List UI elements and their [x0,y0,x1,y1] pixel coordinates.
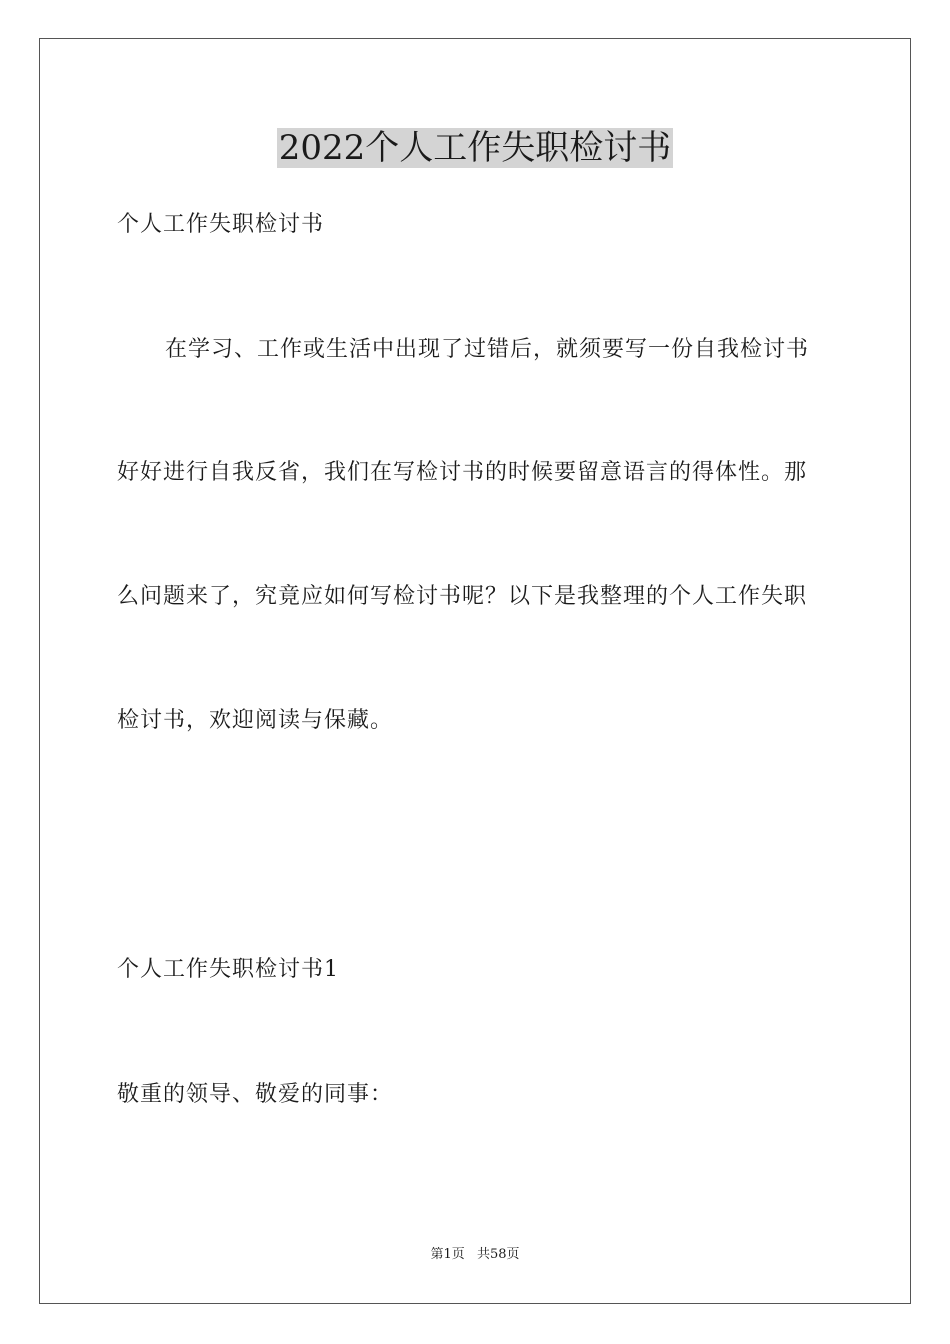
page-number: 第1页 [430,1247,465,1262]
intro-line-4: 检讨书，欢迎阅读与保藏。 [117,708,394,733]
intro-line-2: 好好进行自我反省，我们在写检讨书的时候要留意语言的得体性。那 [117,460,808,485]
page-total: 共58页 [476,1247,520,1262]
document-subtitle: 个人工作失职检讨书 [117,212,325,237]
document-title-text: 2022个人工作失职检讨书 [278,128,672,168]
intro-line-1: 在学习、工作或生活中出现了过错后，就须要写一份自我检讨书 [165,337,810,362]
salutation: 敬重的领导、敬爱的同事： [117,1082,394,1107]
page-footer [0,1246,950,1264]
section-heading: 个人工作失职检讨书1 [117,957,339,982]
document-title [0,126,950,170]
intro-line-3: 么问题来了，究竟应如何写检讨书呢？以下是我整理的个人工作失职 [117,584,808,609]
